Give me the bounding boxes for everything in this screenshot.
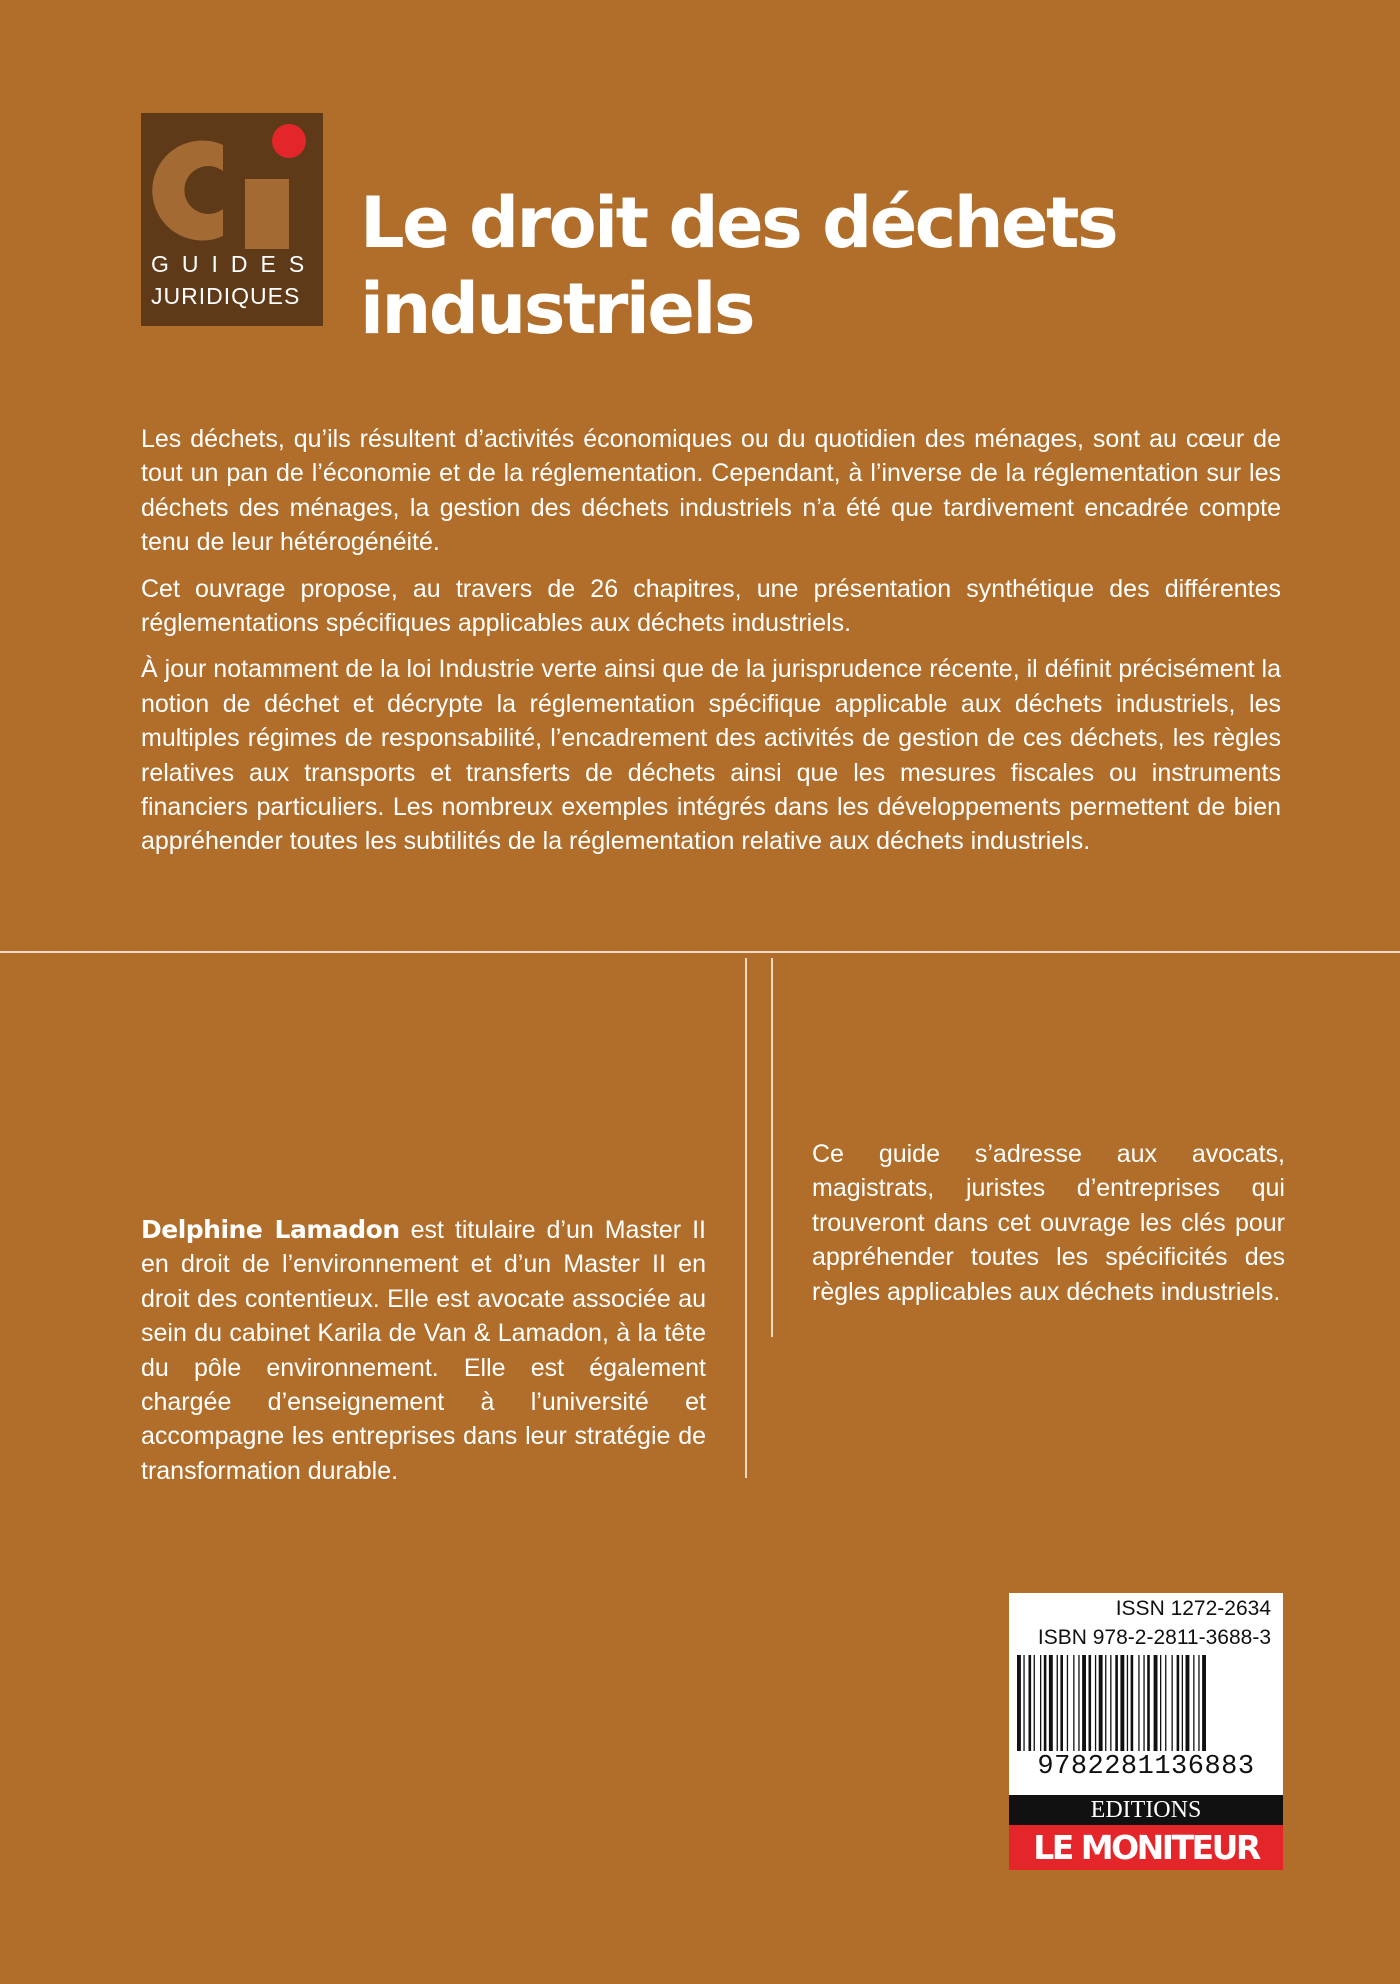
logo-text-guides: GUIDES (151, 251, 318, 277)
barcode-bar (1073, 1655, 1074, 1751)
barcode-bar (1049, 1655, 1053, 1751)
barcode-bar (1172, 1655, 1173, 1751)
barcode-bar (1078, 1655, 1079, 1751)
guides-juridiques-logo (141, 113, 323, 326)
barcode-bar (1099, 1655, 1103, 1751)
isbn-number: ISBN 978-2-2811-3688-3 (1037, 1626, 1271, 1649)
barcode-bar (1165, 1655, 1166, 1751)
barcode-bar (1095, 1655, 1096, 1751)
barcode-bar (1138, 1655, 1139, 1751)
author-description: est titulaire d’un Master II en droit de l’environnement et d’un Master II en droit des contentieux. Elle est avocate associée au sein du cabinet Karila de Van & Lamadon, à la tête du pôle environnement. Elle est également chargée d’enseignement à l’université et accompagne les entreprises dans leur stratégie de transformation durable. (141, 1216, 706, 1485)
logo-text-juridiques: JURIDIQUES (151, 283, 301, 309)
summary-paragraph: Les déchets, qu’ils résultent d’activités économiques ou du quotidien des ménages, sont au cœur de tout un pan de l’économie et de la réglementation. Cependant, à l’inverse de la réglementation sur les déchets des ménages, la gestion des déchets industriels n’a été que tardivement encadrée compte tenu de leur hétérogénéité. (141, 425, 1281, 557)
barcode-bar (1057, 1655, 1058, 1751)
barcode-bar (1034, 1655, 1035, 1751)
barcode-bar (1177, 1655, 1180, 1751)
barcode-icon (1017, 1655, 1275, 1751)
title-line-2: industriels (360, 268, 754, 350)
barcode-bar (1160, 1655, 1161, 1751)
author-bio (141, 1213, 706, 1488)
book-title (360, 180, 1120, 352)
barcode-bar (1154, 1655, 1158, 1751)
barcode-bar (1082, 1655, 1086, 1751)
barcode-bar (1105, 1655, 1106, 1751)
barcode-bar (1044, 1655, 1047, 1751)
vertical-divider (745, 958, 747, 1478)
barcode-bar (1040, 1655, 1041, 1751)
barcode-bar (1147, 1655, 1150, 1751)
barcode-bar (1120, 1655, 1124, 1751)
barcode-bar (1089, 1655, 1092, 1751)
summary-paragraph: Cet ouvrage propose, au travers de 26 chapitres, une présentation synthétique des différentes réglementations spécifiques applicables aux déchets industriels. (141, 574, 1281, 638)
publisher-editions: EDITIONS (1009, 1795, 1283, 1825)
barcode-bar (1202, 1655, 1206, 1751)
isbn-barcode-block (1009, 1593, 1283, 1795)
title-line-1: Le droit des déchets (360, 182, 1117, 264)
barcode-digits: 9782281136883 (1037, 1752, 1255, 1782)
barcode-bar (1023, 1655, 1024, 1751)
barcode-bar (1186, 1655, 1190, 1751)
barcode-bar (1067, 1655, 1068, 1751)
publisher-name: LE MONITEUR (1009, 1825, 1283, 1870)
barcode-bar (1029, 1655, 1032, 1751)
author-name: Delphine Lamadon (141, 1215, 400, 1244)
barcode-bar (1198, 1655, 1199, 1751)
audience-text: Ce guide s’adresse aux avocats, magistrats, juristes d’entreprises qui trouveront dans cet ouvrage les clés pour appréhender toutes les spécificités des règles applicables aux déchets industriels. (812, 1140, 1285, 1306)
vertical-divider-short (771, 958, 773, 1337)
horizontal-divider (0, 951, 1400, 953)
barcode-bar (1193, 1655, 1194, 1751)
summary-paragraph: À jour notamment de la loi Industrie verte ainsi que de la jurisprudence récente, il définit précisément la notion de déchet et décrypte la réglementation spécifique applicable aux déchets industriels, les multiples régimes de responsabilité, l’encadrement des activités de gestion de ces déchets, les règles relatives aux transports et transferts de déchets ainsi que les mesures fiscales ou instruments financiers particuliers. Les nombreux exemples intégrés dans les développements permettent de bien appréhender toutes les subtilités de la réglementation relative aux déchets industriels. (141, 655, 1281, 856)
barcode-bar (1143, 1655, 1144, 1751)
barcode-bar (1017, 1655, 1021, 1751)
barcode-bar (1115, 1655, 1118, 1751)
barcode-bar (1060, 1655, 1063, 1751)
barcode-bar (1131, 1655, 1134, 1751)
barcode-bar (1110, 1655, 1111, 1751)
barcode-bar (1127, 1655, 1128, 1751)
barcode-bar (1182, 1655, 1183, 1751)
issn-number: ISSN 1272-2634 (1115, 1597, 1271, 1620)
summary-text (141, 422, 1281, 871)
